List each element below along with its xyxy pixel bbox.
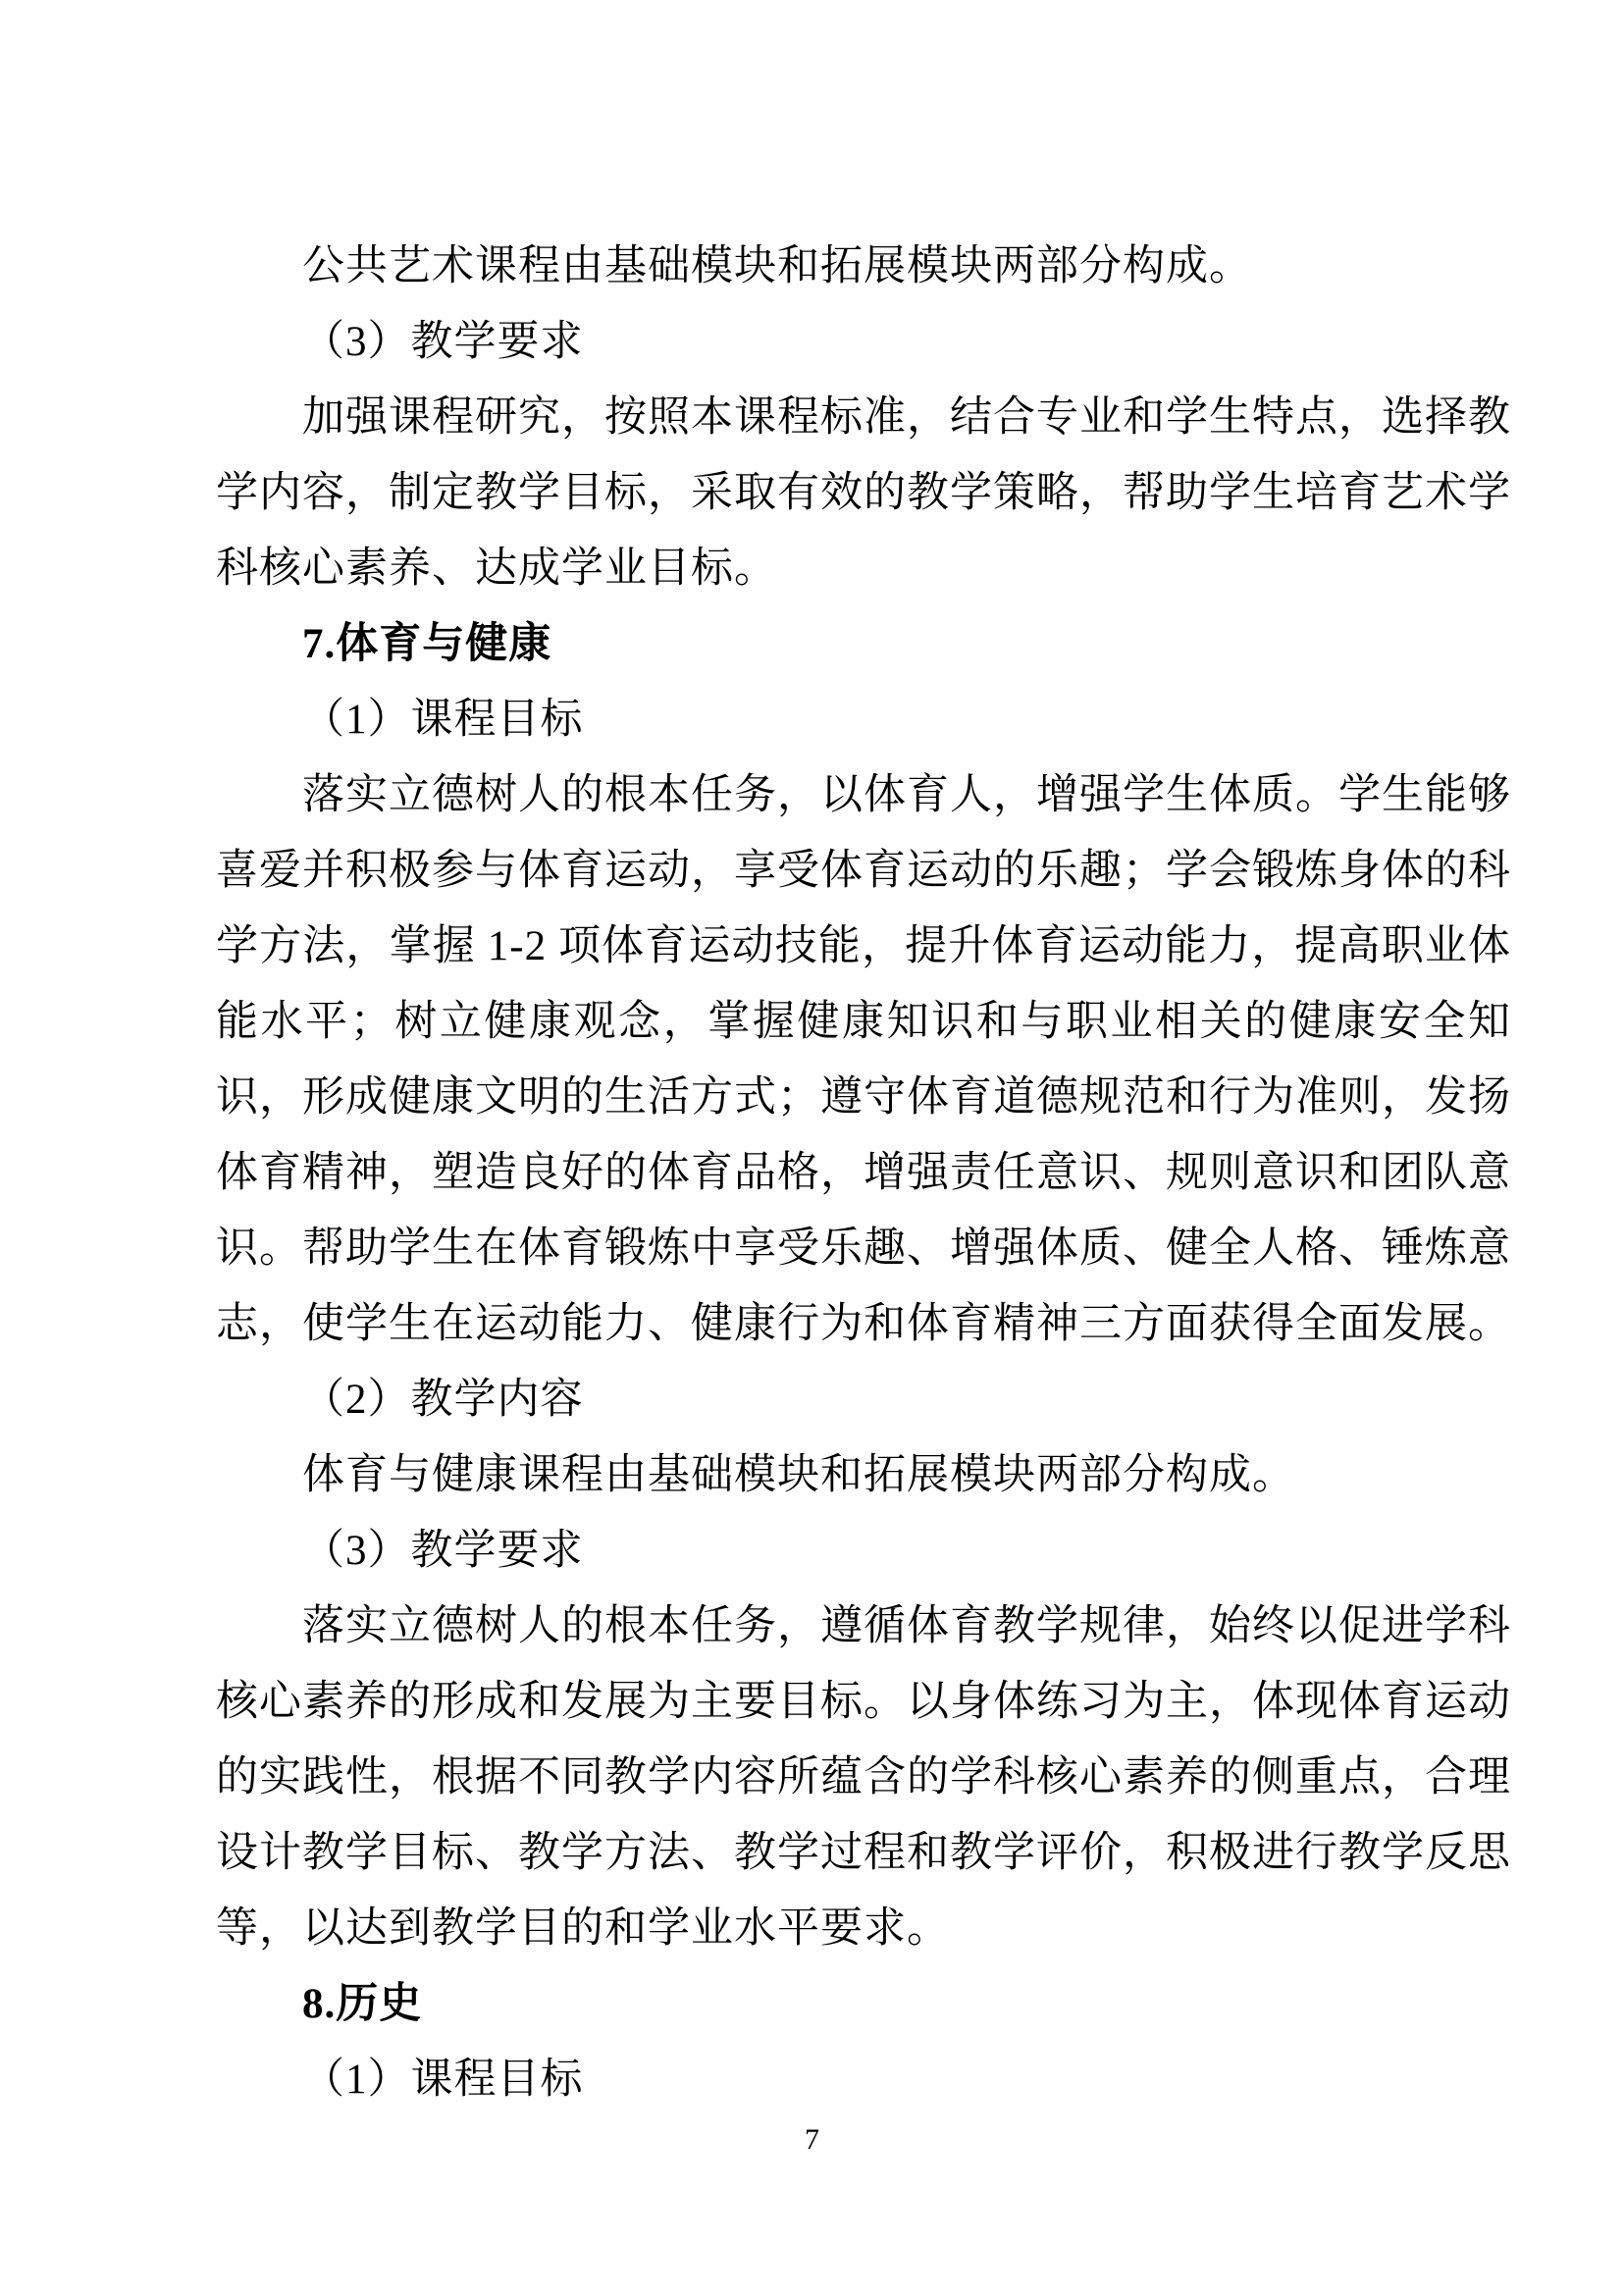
paragraph: （1）课程目标	[302, 2057, 584, 2103]
paragraph: 体育与健康课程由基础模块和拓展模块两部分构成。	[302, 1452, 1295, 1498]
paragraph: 落实立德树人的根本任务，遵循体育教学规律，始终以促进学科核心素养的形成和发展为主要目标。以身体练习为主，体现体育运动的实践性，根据不同教学内容所蕴含的学科核心素养的侧重点，合理设计教学目标、教学方法、教学过程和教学评价，积极进行教学反思等，以达到教学目的和学业水平要求。	[216, 1603, 1511, 1952]
section-heading-pe-health: 7.体育与健康	[302, 621, 552, 667]
paragraph: （3）教学要求	[302, 1528, 584, 1574]
page-number: 7	[805, 2123, 819, 2156]
paragraph: 公共艺术课程由基础模块和拓展模块两部分构成。	[302, 243, 1252, 289]
paragraph: （2）教学内容	[302, 1377, 584, 1423]
document-body	[216, 229, 1511, 2117]
paragraph: （1）课程目标	[302, 697, 584, 743]
paragraph: 落实立德树人的根本任务，以体育人，增强学生体质。学生能够喜爱并积极参与体育运动，享受体育运动的乐趣；学会锻炼身体的科学方法，掌握 1-2 项体育运动技能，提升体育运动能力，提高职业体能水平；树立健康观念，掌握健康知识和与职业相关的健康安全知识，形成健康文明的生活方式；遵守体育道德规范和行为准则，发扬体育精神，塑造良好的体育品格，增强责任意识、规则意识和团队意识。帮助学生在体育锻炼中享受乐趣、增强体质、健全人格、锤炼意志，使学生在运动能力、健康行为和体育精神三方面获得全面发展。	[216, 772, 1511, 1347]
paragraph: 加强课程研究，按照本课程标准，结合专业和学生特点，选择教学内容，制定教学目标，采取有效的教学策略，帮助学生培育艺术学科核心素养、达成学业目标。	[216, 394, 1511, 592]
section-heading-history: 8.历史	[302, 1981, 423, 2027]
paragraph: （3）教学要求	[302, 319, 584, 365]
